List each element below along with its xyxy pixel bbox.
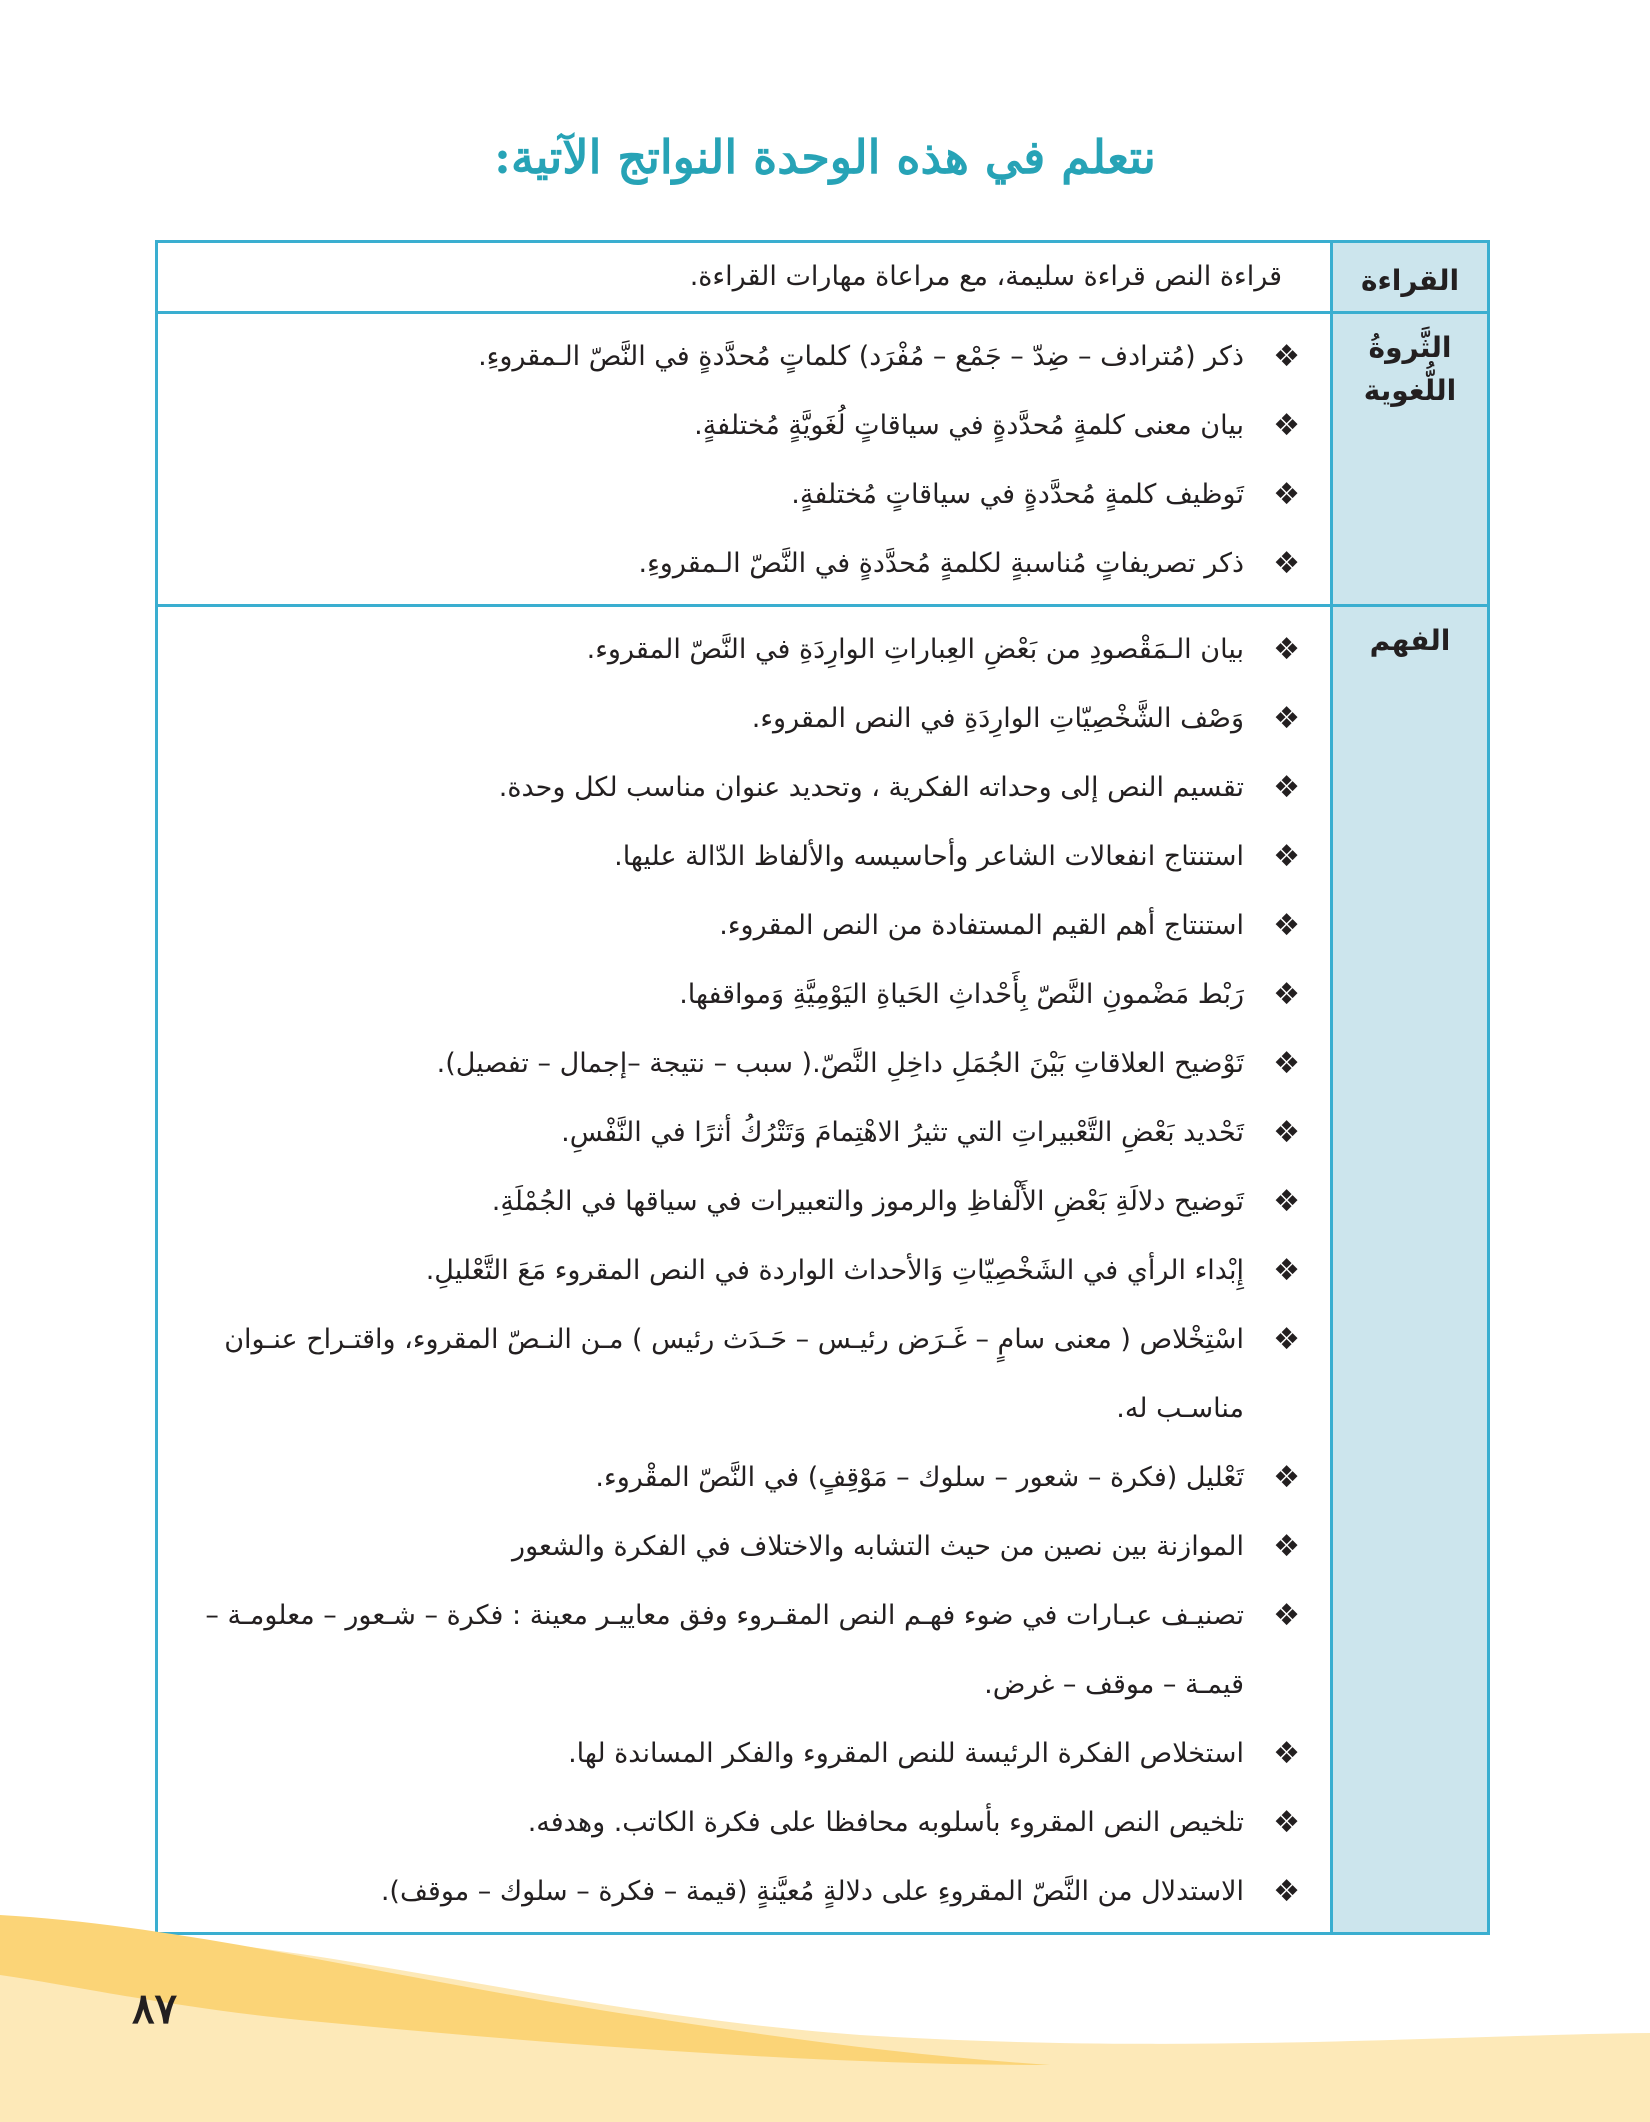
list-item	[172, 1512, 1316, 1581]
four-diamond-bullet-icon: ❖	[1273, 1805, 1300, 1840]
comprehension-list	[172, 615, 1316, 1926]
four-diamond-bullet-icon: ❖	[1273, 977, 1300, 1012]
four-diamond-bullet-icon: ❖	[1273, 1598, 1300, 1633]
vocabulary-list	[172, 322, 1316, 598]
list-item	[172, 322, 1316, 391]
four-diamond-bullet-icon: ❖	[1273, 839, 1300, 874]
list-item	[172, 1236, 1316, 1305]
four-diamond-bullet-icon: ❖	[1273, 339, 1300, 374]
list-item	[172, 1788, 1316, 1857]
list-item-text: ذكر (مُترادف – ضِدّ – جَمْع – مُفْرَد) كلماتٍ مُحدَّدةٍ في النَّصّ الـمقروءِ.	[478, 341, 1244, 372]
list-item-text: تقسيم النص إلى وحداته الفكرية ، وتحديد عنوان مناسب لكل وحدة.	[498, 772, 1244, 803]
list-item	[172, 1443, 1316, 1512]
list-item-text: استنتاج أهم القيم المستفادة من النص المقروء.	[719, 910, 1244, 941]
list-item-text: تَحْديد بَعْضِ التَّعْبيراتِ التي تثيرُ الاهْتِمامَ وَتَتْرُكُ أثرًا في النَّفْسِ.	[561, 1117, 1244, 1148]
four-diamond-bullet-icon: ❖	[1273, 1529, 1300, 1564]
list-item-text: بيان الـمَقْصودِ من بَعْضِ العِباراتِ الوارِدَةِ في النَّصّ المقروء.	[586, 634, 1244, 665]
four-diamond-bullet-icon: ❖	[1273, 408, 1300, 443]
list-item-text: تَوْضيح العلاقاتِ بَيْنَ الجُمَلِ داخِلِ النَّصّ.( سبب – نتيجة –إجمال – تفصيل).	[436, 1048, 1244, 1079]
four-diamond-bullet-icon: ❖	[1273, 701, 1300, 736]
page-number: ٨٧	[132, 1984, 178, 2033]
learning-outcomes-table	[155, 240, 1490, 1935]
list-item	[172, 960, 1316, 1029]
table-row-vocabulary	[157, 313, 1489, 606]
four-diamond-bullet-icon: ❖	[1273, 1184, 1300, 1219]
table-row-comprehension	[157, 606, 1489, 1934]
four-diamond-bullet-icon: ❖	[1273, 1046, 1300, 1081]
list-item	[172, 1029, 1316, 1098]
list-item-text: تَعْليل (فكرة – شعور – سلوك – مَوْقِفٍ) في النَّصّ المقْروء.	[595, 1462, 1244, 1493]
four-diamond-bullet-icon: ❖	[1273, 1115, 1300, 1150]
list-item-text: تلخيص النص المقروء بأسلوبه محافظا على فكرة الكاتب. وهدفه.	[527, 1807, 1244, 1838]
four-diamond-bullet-icon: ❖	[1273, 477, 1300, 512]
list-item	[172, 615, 1316, 684]
list-item	[172, 822, 1316, 891]
list-item	[172, 391, 1316, 460]
list-item	[172, 1581, 1316, 1719]
category-vocabulary	[1332, 313, 1489, 606]
list-item	[172, 529, 1316, 598]
list-item-text: استنتاج انفعالات الشاعر وأحاسيسه والألفاظ الدّالة عليها.	[614, 841, 1244, 872]
list-item-text: تَوظيف كلمةٍ مُحدَّدةٍ في سياقاتٍ مُختلفةٍ.	[791, 479, 1244, 510]
category-reading: القراءة	[1332, 242, 1489, 313]
list-item-text: استخلاص الفكرة الرئيسة للنص المقروء والفكر المساندة لها.	[568, 1738, 1244, 1769]
list-item-text: ذكر تصريفاتٍ مُناسبةٍ لكلمةٍ مُحدَّدةٍ في النَّصّ الـمقروءِ.	[638, 548, 1244, 579]
four-diamond-bullet-icon: ❖	[1273, 1874, 1300, 1909]
list-item: قراءة النص قراءة سليمة، مع مراعاة مهارات القراءة.	[689, 261, 1282, 292]
list-item	[172, 684, 1316, 753]
four-diamond-bullet-icon: ❖	[1273, 632, 1300, 667]
page-title: نتعلم في هذه الوحدة النواتج الآتية:	[494, 130, 1156, 184]
four-diamond-bullet-icon: ❖	[1273, 1736, 1300, 1771]
four-diamond-bullet-icon: ❖	[1273, 546, 1300, 581]
list-item-text: بيان معنى كلمةٍ مُحدَّدةٍ في سياقاتٍ لُغَويَّةٍ مُختلفةٍ.	[694, 410, 1244, 441]
items-comprehension	[157, 606, 1332, 1934]
list-item	[172, 1098, 1316, 1167]
four-diamond-bullet-icon: ❖	[1273, 1322, 1300, 1357]
list-item-text: إِبْداء الرأي في الشَخْصِيّاتِ وَالأحداث الواردة في النص المقروء مَعَ التَّعْليلِ.	[425, 1255, 1244, 1286]
list-item	[172, 753, 1316, 822]
four-diamond-bullet-icon: ❖	[1273, 770, 1300, 805]
list-item	[172, 1719, 1316, 1788]
category-vocabulary-line1: الثَّروةُ	[1368, 331, 1452, 364]
four-diamond-bullet-icon: ❖	[1273, 1253, 1300, 1288]
items-vocabulary	[157, 313, 1332, 606]
decorative-footer-wave	[0, 1915, 1650, 2122]
list-item-text: تَوضيح دلالَةِ بَعْضِ الأَلْفاظِ والرموز والتعبيرات في سياقها في الجُمْلَةِ.	[491, 1186, 1244, 1217]
four-diamond-bullet-icon: ❖	[1273, 1460, 1300, 1495]
category-comprehension: الفهم	[1332, 606, 1489, 1934]
category-vocabulary-line2: اللُّغوية	[1363, 374, 1457, 408]
list-item-text: الاستدلال من النَّصّ المقروءِ على دلالةٍ مُعيَّنةٍ (قيمة – فكرة – سلوك – موقف).	[380, 1876, 1244, 1907]
list-item-text: وَصْف الشَّخْصِيّاتِ الوارِدَةِ في النص المقروء.	[751, 703, 1244, 734]
items-reading	[157, 242, 1332, 313]
list-item-text: اسْتِخْلاص ( معنى سامٍ – غَـرَض رئيـس – حَـدَث رئيس ) مـن النـصّ المقروء، واقتـراح عنـوان مناسـب له.	[224, 1324, 1244, 1424]
list-item-text: الموازنة بين نصين من حيث التشابه والاختلاف في الفكرة والشعور	[512, 1531, 1244, 1562]
table-row-reading	[157, 242, 1489, 313]
list-item	[172, 1167, 1316, 1236]
list-item-text: رَبْط مَضْمونِ النَّصّ بِأَحْداثِ الحَياةِ اليَوْمِيَّةِ وَمواقفها.	[679, 979, 1244, 1010]
four-diamond-bullet-icon: ❖	[1273, 908, 1300, 943]
list-item	[172, 1305, 1316, 1443]
list-item	[172, 891, 1316, 960]
list-item	[172, 460, 1316, 529]
list-item-text: تصنيـف عبـارات في ضوء فهـم النص المقـروء وفق معاييـر معينة : فكرة – شـعور – معلومـة – قيمـة – موقف – غرض.	[205, 1600, 1244, 1700]
